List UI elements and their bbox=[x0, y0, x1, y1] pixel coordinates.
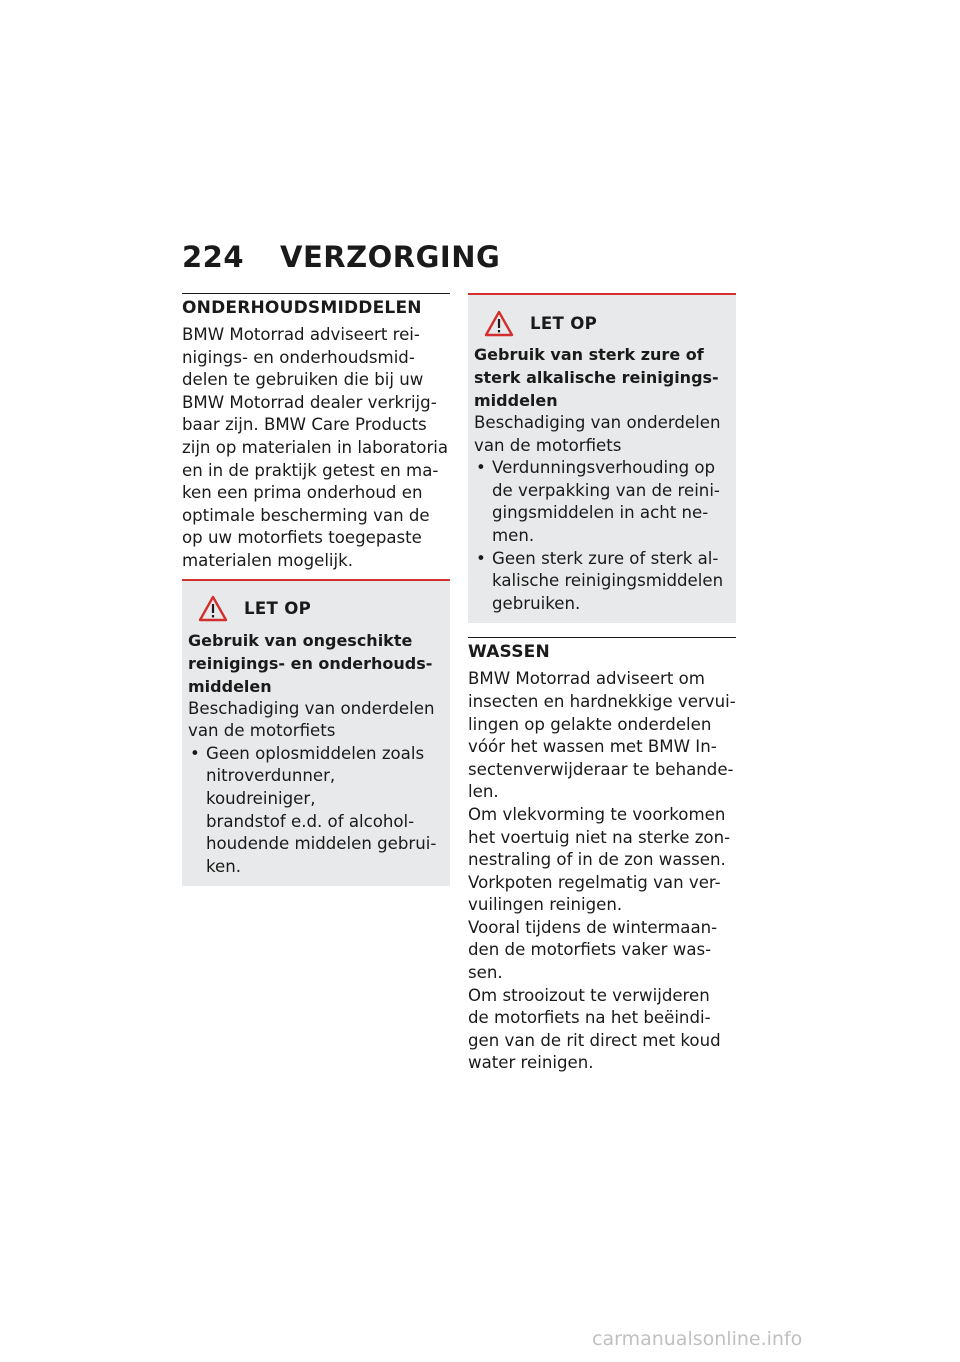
text-line: optimale bescherming van de bbox=[182, 505, 430, 525]
text-line: vuilingen reinigen. bbox=[468, 895, 623, 915]
warning-box-ongeschikte-middelen bbox=[182, 579, 450, 887]
text-line: den de motorfiets vaker was- bbox=[468, 940, 712, 960]
text-line: Vorkpoten regelmatig van ver- bbox=[468, 872, 721, 892]
right-column bbox=[468, 293, 736, 1075]
text-line: Vooral tijdens de wintermaan- bbox=[468, 917, 718, 937]
warning-triangle-icon bbox=[198, 595, 228, 622]
warning-box-zure-middelen bbox=[468, 293, 736, 623]
warning-bullet-list bbox=[474, 457, 728, 615]
warning-header bbox=[484, 307, 728, 339]
text-line: BMW Motorrad adviseert rei- bbox=[182, 325, 420, 344]
text-line: het voertuig niet na sterke zon- bbox=[468, 827, 731, 847]
text-line: Geen oplosmiddelen zoals bbox=[206, 743, 425, 763]
onderhoud-paragraph bbox=[182, 324, 450, 573]
text-line: materialen mogelijk. bbox=[182, 550, 354, 570]
list-item bbox=[474, 548, 728, 616]
warning-consequence bbox=[474, 412, 728, 457]
warning-triangle-icon bbox=[484, 310, 514, 337]
warning-heading bbox=[188, 629, 442, 698]
text-line: de verpakking van de reini- bbox=[492, 480, 720, 500]
text-line: middelen bbox=[474, 391, 558, 410]
text-line: op uw motorfiets toegepaste bbox=[182, 528, 422, 548]
warning-label: LET OP bbox=[244, 599, 312, 619]
text-line: zijn op materialen in laboratoria bbox=[182, 437, 449, 457]
watermark: carmanualsonline.info bbox=[592, 1328, 803, 1350]
warning-label: LET OP bbox=[530, 313, 598, 333]
text-line: len. bbox=[468, 782, 499, 802]
text-line: baar zijn. BMW Care Products bbox=[182, 415, 427, 435]
text-line: Om vlekvorming te voorkomen bbox=[468, 804, 726, 824]
text-line: Gebruik van sterk zure of bbox=[474, 345, 704, 364]
text-line: nigings- en onderhoudsmid- bbox=[182, 347, 415, 367]
text-line: Gebruik van ongeschikte bbox=[188, 630, 413, 650]
page-number: 224 bbox=[182, 240, 245, 274]
text-line: sterk alkalische reinigings- bbox=[474, 368, 719, 387]
text-line: gen van de rit direct met koud bbox=[468, 1030, 721, 1050]
text-line: van de motorfiets bbox=[474, 435, 622, 455]
chapter-title: VERZORGING bbox=[280, 240, 501, 274]
text-line: Beschadiging van onderdelen bbox=[474, 413, 721, 432]
list-item bbox=[188, 743, 442, 879]
section-rule bbox=[468, 637, 736, 638]
wassen-paragraph bbox=[468, 668, 736, 1075]
text-line: kalische reinigingsmiddelen bbox=[492, 571, 724, 591]
text-line: reinigings- en onderhouds- bbox=[188, 653, 433, 673]
text-line: gebruiken. bbox=[492, 593, 581, 613]
section-rule bbox=[182, 293, 450, 294]
warning-bullet-list bbox=[188, 743, 442, 879]
text-line: Om strooizout te verwijderen bbox=[468, 985, 710, 1005]
text-line: middelen bbox=[188, 676, 272, 696]
text-line: ken een prima onderhoud en bbox=[182, 483, 423, 503]
text-line: vóór het wassen met BMW In- bbox=[468, 737, 717, 757]
text-line: brandstof e.d. of alcohol- bbox=[206, 811, 415, 831]
text-line: en in de praktijk getest en ma- bbox=[182, 460, 439, 480]
text-line: Verdunningsverhouding op bbox=[492, 458, 716, 478]
text-line: men. bbox=[492, 525, 535, 545]
text-line: sectenverwijderaar te behande- bbox=[468, 759, 734, 779]
page-header bbox=[182, 240, 500, 274]
section-title-onderhoudsmiddelen: ONDERHOUDSMIDDELEN bbox=[182, 298, 422, 318]
left-column bbox=[182, 293, 450, 886]
text-line: Geen sterk zure of sterk al- bbox=[492, 548, 719, 568]
text-line: lingen op gelakte onderdelen bbox=[468, 714, 712, 734]
text-line: BMW Motorrad dealer verkrijg- bbox=[182, 392, 437, 412]
warning-heading bbox=[474, 343, 728, 412]
text-line: houdende middelen gebrui- bbox=[206, 834, 437, 854]
text-line: BMW Motorrad adviseert om bbox=[468, 669, 705, 689]
text-line: delen te gebruiken die bij uw bbox=[182, 370, 424, 390]
text-line: de motorfiets na het beëindi- bbox=[468, 1008, 711, 1028]
text-line: insecten en hardnekkige vervui- bbox=[468, 691, 736, 711]
section-title-wassen: WASSEN bbox=[468, 642, 550, 663]
text-line: nestraling of in de zon wassen. bbox=[468, 850, 726, 870]
warning-header bbox=[198, 593, 442, 625]
list-item bbox=[474, 457, 728, 547]
text-line: ken. bbox=[206, 856, 242, 876]
text-line: Beschadiging van onderdelen bbox=[188, 698, 435, 718]
text-line: sen. bbox=[468, 963, 503, 983]
warning-consequence bbox=[188, 698, 442, 743]
text-line: gingsmiddelen in acht ne- bbox=[492, 503, 709, 523]
text-line: van de motorfiets bbox=[188, 721, 336, 741]
text-line: nitroverdunner, koudreiniger, bbox=[206, 766, 336, 808]
text-line: water reinigen. bbox=[468, 1053, 594, 1073]
